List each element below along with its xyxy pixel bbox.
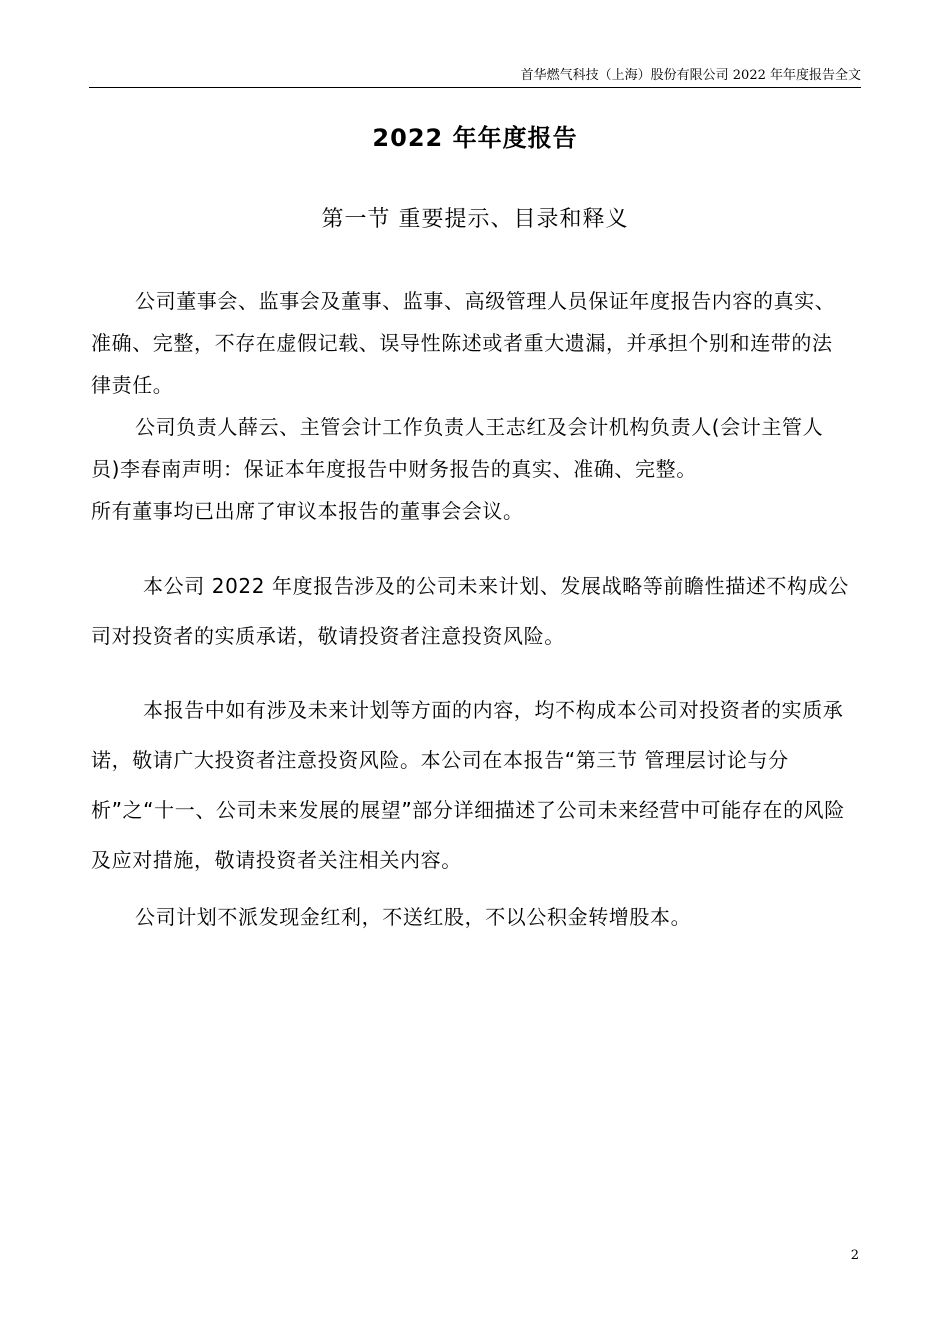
statement-block <box>91 280 851 532</box>
attendance-paragraph: 所有董事均已出席了审议本报告的董事会会议。 <box>91 499 524 523</box>
header-divider <box>89 87 861 88</box>
report-title: 2022 年年度报告 <box>372 124 578 152</box>
section-title: 第一节 重要提示、目录和释义 <box>321 207 629 232</box>
forward-looking-block <box>91 561 851 661</box>
risk-notice-block <box>91 685 851 885</box>
officer-declaration-paragraph: 公司负责人薛云、主管会计工作负责人王志红及会计机构负责人(会计主管人员)李春南声明：保证本年度报告中财务报告的真实、准确、完整。 <box>91 415 824 481</box>
board-guarantee-paragraph: 公司董事会、监事会及董事、监事、高级管理人员保证年度报告内容的真实、准确、完整，不存在虚假记载、误导性陈述或者重大遗漏，并承担个别和连带的法律责任。 <box>91 289 836 397</box>
risk-notice-paragraph: 本报告中如有涉及未来计划等方面的内容，均不构成本公司对投资者的实质承诺，敬请广大投资者注意投资风险。本公司在本报告“第三节 管理层讨论与分析”之“十一、公司未来发展的展望”部分详细描述了公司未来经营中可能存在的风险及应对措施，敬请投资者关注相关内容。 <box>91 698 845 872</box>
dividend-block <box>91 897 851 937</box>
page-number: 2 <box>850 1248 859 1263</box>
forward-looking-paragraph: 本公司 2022 年度报告涉及的公司未来计划、发展战略等前瞻性描述不构成公司对投资者的实质承诺，敬请投资者注意投资风险。 <box>91 574 849 648</box>
running-header: 首华燃气科技（上海）股份有限公司 2022 年年度报告全文 <box>520 68 861 83</box>
dividend-paragraph: 公司计划不派发现金红利，不送红股，不以公积金转增股本。 <box>135 905 692 929</box>
